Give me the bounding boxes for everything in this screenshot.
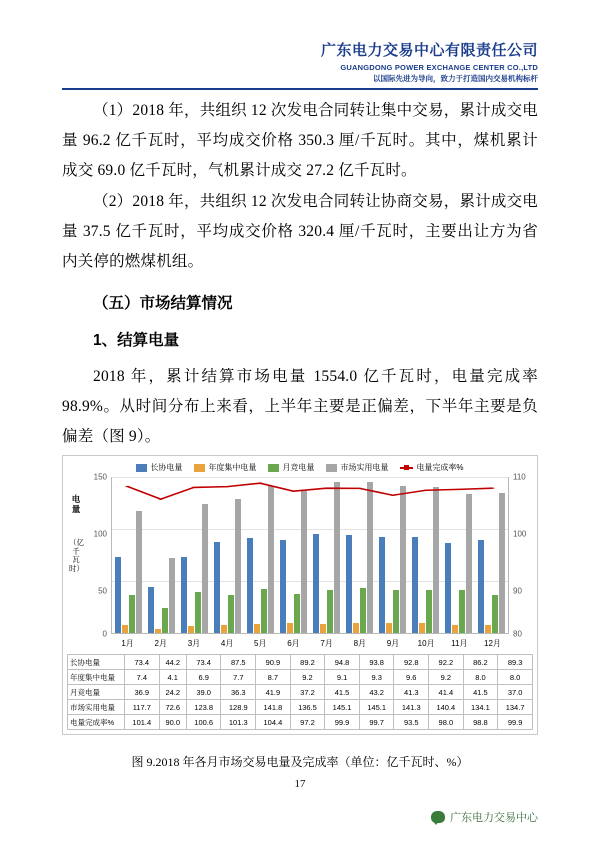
table-cell: 41.4 bbox=[429, 685, 464, 700]
table-cell: 8.0 bbox=[498, 670, 533, 685]
table-row bbox=[68, 670, 533, 685]
x-label: 2月 bbox=[154, 639, 167, 648]
subsection-heading: 1、结算电量 bbox=[93, 331, 180, 349]
legend-item-4 bbox=[400, 462, 463, 473]
chart-data-table bbox=[67, 654, 533, 730]
bar-1 bbox=[214, 542, 220, 633]
figure-9 bbox=[62, 455, 538, 770]
table-cell: 134.7 bbox=[498, 700, 533, 715]
bar-2 bbox=[320, 624, 326, 633]
chart-legend bbox=[67, 462, 533, 473]
table-cell: 41.5 bbox=[463, 685, 498, 700]
bar-2 bbox=[353, 623, 359, 633]
y2-tick-90: 90 bbox=[513, 586, 522, 596]
legend-label-3: 市场实用电量 bbox=[340, 463, 389, 472]
legend-swatch-3 bbox=[326, 464, 337, 472]
table-cell: 94.8 bbox=[325, 655, 360, 670]
bar-2 bbox=[452, 625, 458, 633]
table-cell: 141.3 bbox=[394, 700, 429, 715]
table-cell: 98.8 bbox=[463, 715, 498, 730]
bar-3 bbox=[426, 590, 432, 633]
bar-4 bbox=[202, 504, 208, 633]
table-cell: 145.1 bbox=[359, 700, 394, 715]
table-cell: 73.4 bbox=[125, 655, 160, 670]
x-axis-labels bbox=[111, 636, 509, 652]
bar-2 bbox=[419, 623, 425, 633]
table-row-label: 月竞电量 bbox=[68, 685, 125, 700]
x-label: 4月 bbox=[220, 639, 234, 648]
legend-label-2: 月竞电量 bbox=[282, 463, 315, 472]
table-cell: 37.0 bbox=[498, 685, 533, 700]
table-cell: 37.2 bbox=[290, 685, 325, 700]
table-cell: 9.3 bbox=[359, 670, 394, 685]
table-cell: 39.0 bbox=[186, 685, 221, 700]
legend-swatch-0 bbox=[136, 464, 147, 472]
bar-1 bbox=[247, 538, 253, 633]
table-cell: 86.2 bbox=[463, 655, 498, 670]
table-cell: 97.2 bbox=[290, 715, 325, 730]
table-cell: 89.2 bbox=[290, 655, 325, 670]
table-cell: 117.7 bbox=[125, 700, 160, 715]
table-cell: 24.2 bbox=[159, 685, 186, 700]
x-label: 12月 bbox=[484, 639, 501, 648]
x-label: 7月 bbox=[320, 639, 333, 648]
table-cell: 41.3 bbox=[394, 685, 429, 700]
bar-3 bbox=[459, 590, 465, 633]
y-tick-100: 100 bbox=[93, 529, 107, 539]
table-cell: 9.1 bbox=[325, 670, 360, 685]
bar-3 bbox=[492, 595, 498, 633]
y-axis-left-ticks bbox=[89, 472, 109, 652]
bar-3 bbox=[129, 595, 135, 633]
legend-swatch-2 bbox=[268, 464, 279, 472]
table-cell: 87.5 bbox=[221, 655, 256, 670]
table-cell: 36.3 bbox=[221, 685, 256, 700]
bar-2 bbox=[386, 623, 392, 633]
bar-1 bbox=[181, 557, 187, 633]
table-cell: 73.4 bbox=[186, 655, 221, 670]
table-cell: 8.0 bbox=[463, 670, 498, 685]
table-cell: 6.9 bbox=[186, 670, 221, 685]
table-cell: 104.4 bbox=[256, 715, 291, 730]
bar-3 bbox=[393, 590, 399, 633]
document-content bbox=[62, 96, 538, 452]
table-cell: 9.2 bbox=[429, 670, 464, 685]
table-cell: 145.1 bbox=[325, 700, 360, 715]
bar-1 bbox=[445, 543, 451, 633]
x-label: 10月 bbox=[417, 639, 435, 648]
bar-1 bbox=[115, 557, 121, 633]
bar-3 bbox=[360, 588, 366, 633]
table-row bbox=[68, 715, 533, 730]
bar-3 bbox=[195, 592, 201, 633]
x-label: 5月 bbox=[254, 639, 267, 648]
wechat-badge-label: 广东电力交易中心 bbox=[450, 812, 538, 824]
y-tick-150: 150 bbox=[93, 472, 107, 482]
table-cell: 90.0 bbox=[159, 715, 186, 730]
table-cell: 72.6 bbox=[159, 700, 186, 715]
bar-2 bbox=[254, 624, 260, 633]
legend-swatch-1 bbox=[194, 464, 205, 472]
table-cell: 123.8 bbox=[186, 700, 221, 715]
bar-2 bbox=[188, 626, 194, 633]
wechat-icon bbox=[431, 811, 445, 823]
bar-3 bbox=[162, 608, 168, 633]
table-cell: 93.8 bbox=[359, 655, 394, 670]
table-cell: 101.4 bbox=[125, 715, 160, 730]
legend-item-2 bbox=[268, 462, 314, 473]
bar-2 bbox=[221, 625, 227, 633]
y2-tick-110: 110 bbox=[513, 472, 526, 482]
legend-label-1: 年度集中电量 bbox=[208, 463, 257, 472]
y-axis-title bbox=[67, 477, 89, 652]
table-cell: 7.4 bbox=[125, 670, 160, 685]
bar-1 bbox=[478, 540, 484, 633]
header-divider bbox=[62, 88, 538, 90]
completion-rate-line bbox=[111, 477, 509, 510]
bar-1 bbox=[379, 537, 385, 634]
table-cell: 9.6 bbox=[394, 670, 429, 685]
bar-4 bbox=[301, 491, 307, 633]
paragraph-1: （1）2018 年，共组织 12 次发电合同转让集中交易，累计成交电量 96.2 亿千瓦时，平均成交价格 350.3 厘/千瓦时。其中，煤机累计成交 69.0 亿千瓦时，气机累计成交 27.2 亿千瓦时。 bbox=[62, 102, 538, 180]
bar-3 bbox=[261, 589, 267, 633]
bar-2 bbox=[122, 625, 128, 633]
table-cell: 4.1 bbox=[159, 670, 186, 685]
y-axis-title-sub: （亿千瓦时） bbox=[69, 538, 84, 573]
legend-label-0: 长协电量 bbox=[150, 463, 183, 472]
legend-item-3 bbox=[326, 462, 388, 473]
table-row bbox=[68, 700, 533, 715]
table-cell: 100.6 bbox=[186, 715, 221, 730]
table-cell: 128.9 bbox=[221, 700, 256, 715]
chart-plot-area bbox=[67, 472, 533, 652]
bar-2 bbox=[155, 629, 161, 633]
plot bbox=[89, 472, 531, 652]
y-axis-title-main: 电量 bbox=[71, 494, 81, 514]
bar-4 bbox=[136, 511, 142, 633]
y2-tick-80: 80 bbox=[513, 629, 522, 639]
table-cell: 7.7 bbox=[221, 670, 256, 685]
table-cell: 99.9 bbox=[325, 715, 360, 730]
y-axis-right-ticks bbox=[511, 472, 531, 652]
bar-4 bbox=[499, 493, 505, 633]
table-row-label: 电量完成率% bbox=[68, 715, 125, 730]
table-cell: 41.9 bbox=[256, 685, 291, 700]
bar-3 bbox=[294, 594, 300, 633]
bar-4 bbox=[235, 499, 241, 633]
chart-container bbox=[62, 455, 538, 735]
page-number: 17 bbox=[294, 778, 306, 790]
legend-label-4: 电量完成率% bbox=[416, 463, 464, 472]
table-cell: 43.2 bbox=[359, 685, 394, 700]
bar-4 bbox=[169, 558, 175, 634]
bar-1 bbox=[280, 540, 286, 633]
bar-3 bbox=[228, 595, 234, 633]
table-row bbox=[68, 655, 533, 670]
bar-2 bbox=[485, 625, 491, 633]
table-cell: 98.0 bbox=[429, 715, 464, 730]
table-row bbox=[68, 685, 533, 700]
x-label: 11月 bbox=[451, 639, 468, 648]
table-cell: 90.9 bbox=[256, 655, 291, 670]
bar-1 bbox=[148, 587, 154, 633]
table-cell: 89.3 bbox=[498, 655, 533, 670]
bar-4 bbox=[466, 494, 472, 633]
bar-3 bbox=[327, 590, 333, 633]
company-name-en: GUANGDONG POWER EXCHANGE CENTER CO.,LTD bbox=[340, 62, 538, 72]
y-tick-50: 50 bbox=[98, 586, 107, 596]
company-slogan: 以国际先进为导向，致力于打造国内交易机构标杆 bbox=[373, 74, 538, 84]
table-cell: 41.5 bbox=[325, 685, 360, 700]
table-cell: 93.5 bbox=[394, 715, 429, 730]
table-cell: 92.8 bbox=[394, 655, 429, 670]
table-cell: 99.9 bbox=[498, 715, 533, 730]
table-cell: 44.2 bbox=[159, 655, 186, 670]
table-row-label: 年度集中电量 bbox=[68, 670, 125, 685]
x-label: 6月 bbox=[287, 639, 300, 648]
legend-item-1 bbox=[194, 462, 256, 473]
legend-item-0 bbox=[136, 462, 182, 473]
x-label: 3月 bbox=[187, 639, 201, 648]
x-label: 8月 bbox=[353, 639, 367, 648]
y2-tick-100: 100 bbox=[513, 529, 527, 539]
wechat-badge bbox=[431, 809, 538, 825]
table-cell: 140.4 bbox=[429, 700, 464, 715]
company-name-cn: 广东电力交易中心有限责任公司 bbox=[320, 42, 538, 59]
paragraph-2: （2）2018 年，共组织 12 次发电合同转让协商交易，累计成交电量 37.5 亿千瓦时，平均成交价格 320.4 厘/千瓦时，主要出让方为省内关停的燃煤机组。 bbox=[62, 192, 538, 271]
table-row-label: 长协电量 bbox=[68, 655, 125, 670]
x-label: 9月 bbox=[386, 639, 400, 648]
bar-1 bbox=[412, 537, 418, 633]
section-heading: （五）市场结算情况 bbox=[93, 295, 233, 313]
table-row-label: 市场实用电量 bbox=[68, 700, 125, 715]
document-header bbox=[321, 42, 538, 84]
table-cell: 9.2 bbox=[290, 670, 325, 685]
legend-line-4 bbox=[400, 467, 413, 469]
table-cell: 141.8 bbox=[256, 700, 291, 715]
table-cell: 134.1 bbox=[463, 700, 498, 715]
bar-1 bbox=[313, 534, 319, 633]
table-cell: 99.7 bbox=[359, 715, 394, 730]
table-cell: 36.9 bbox=[125, 685, 160, 700]
paragraph-3: 2018 年，累计结算市场电量 1554.0 亿千瓦时，电量完成率 98.9%。从时间分布上来看，上半年主要是正偏差，下半年主要是负偏差（图 9）。 bbox=[62, 367, 538, 446]
table-cell: 8.7 bbox=[256, 670, 291, 685]
table-cell: 101.3 bbox=[221, 715, 256, 730]
table-cell: 136.5 bbox=[290, 700, 325, 715]
bar-1 bbox=[346, 535, 352, 633]
table-cell: 92.2 bbox=[429, 655, 464, 670]
figure-caption: 图 9.2018 年各月市场交易电量及完成率（单位：亿千瓦时、%） bbox=[131, 755, 469, 769]
bar-2 bbox=[287, 623, 293, 633]
x-label: 1月 bbox=[121, 639, 134, 648]
y-tick-0: 0 bbox=[102, 629, 107, 639]
